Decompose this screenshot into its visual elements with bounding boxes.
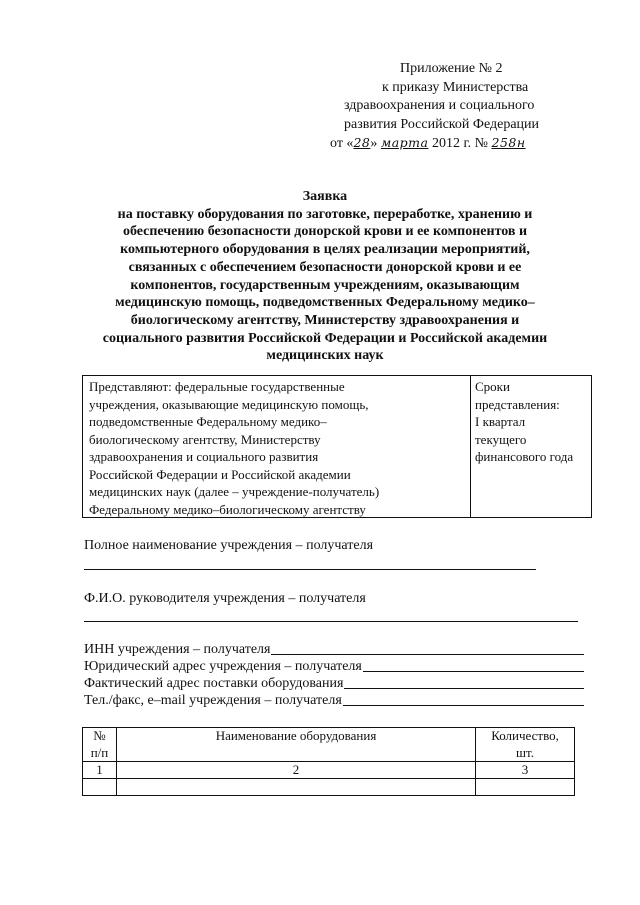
table-cell-number[interactable] [83, 779, 117, 796]
appendix-ministry-line1: здравоохранения и социального [344, 98, 535, 113]
info-line: медицинских наук (далее – учреждение-получатель) [89, 484, 380, 499]
date-year: 2012 г. № [428, 136, 492, 151]
header-number: № п/п [83, 728, 117, 762]
info-box-deadline [471, 376, 591, 517]
director-fill-line[interactable] [84, 621, 578, 622]
appendix-order-ref: к приказу Министерства [382, 79, 529, 95]
date-month: марта [380, 135, 429, 150]
appendix-date-line [330, 134, 610, 154]
info-line: Российской Федерации и Российской академии [89, 466, 351, 482]
col-number-3: 3 [476, 762, 575, 779]
full-name-label: Полное наименование учреждения – получателя [84, 538, 374, 553]
inn-field[interactable] [84, 642, 584, 658]
info-line: Представляют: федеральные государственные [89, 379, 345, 394]
info-box-submitters [83, 376, 471, 517]
appendix-title: Приложение № 2 [400, 61, 503, 76]
deadline-line: финансового года [475, 449, 574, 464]
info-line: подведомственные Федеральному медико– [89, 414, 327, 429]
date-prefix: от « [330, 136, 354, 151]
director-label: Ф.И.О. руководителя учреждения – получателя [84, 591, 366, 606]
col-number-1: 1 [83, 762, 117, 779]
inn-fill-line[interactable] [271, 654, 584, 655]
table-header-row [83, 728, 575, 762]
info-line: Федеральному медико–биологическому агентству [89, 501, 366, 517]
title-line: компьютерного оборудования в целях реализации мероприятий, [120, 242, 530, 258]
title-line: компонентов, государственным учреждениям, оказывающим [130, 277, 520, 293]
document-title [80, 188, 570, 365]
title-line: медицинскую помощь, подведомственных Федеральному медико– [115, 295, 535, 311]
deadline-line: Сроки [475, 379, 510, 394]
equipment-table [82, 727, 575, 796]
info-line: учреждения, оказывающие медицинскую помощь, [89, 396, 369, 412]
table-row [83, 779, 575, 796]
deadline-line: представления: [475, 396, 560, 412]
contacts-field[interactable] [84, 693, 584, 709]
info-line: здравоохранения и социального развития [89, 449, 319, 464]
appendix-block [330, 60, 610, 154]
inn-label: ИНН учреждения – получателя [84, 642, 271, 657]
deadline-line: I квартал [475, 414, 526, 429]
table-column-numbers-row [83, 762, 575, 779]
title-line: биологическому агентству, Министерству здравоохранения и [130, 312, 520, 328]
date-mid: » [370, 136, 381, 151]
table-cell-equipment[interactable] [116, 779, 475, 796]
legal-address-field[interactable] [84, 659, 584, 675]
contacts-label: Тел./факс, e–mail учреждения – получателя [84, 693, 342, 708]
title-line: медицинских наук [266, 348, 384, 364]
deadline-line: текущего [475, 431, 527, 447]
title-line: связанных с обеспечением безопасности донорской крови и ее [128, 259, 522, 275]
actual-address-field[interactable] [84, 676, 584, 692]
full-name-fill-line[interactable] [84, 569, 536, 570]
header-quantity: Количество, шт. [476, 728, 575, 762]
date-day: 28 [353, 135, 371, 150]
info-box [82, 375, 592, 518]
info-line: биологическому агентству, Министерству [89, 431, 321, 447]
title-line: социального развития Российской Федерации и Российской академии [102, 330, 548, 346]
legal-address-label: Юридический адрес учреждения – получателя [84, 659, 362, 674]
actual-address-label: Фактический адрес поставки оборудования [84, 676, 344, 691]
title-line: на поставку оборудования по заготовке, переработке, хранению и [117, 206, 533, 222]
actual-address-fill-line[interactable] [344, 688, 584, 689]
title-heading: Заявка [302, 189, 348, 204]
header-equipment-name: Наименование оборудования [116, 728, 475, 762]
order-number: 258н [491, 135, 526, 150]
legal-address-fill-line[interactable] [363, 671, 584, 672]
col-number-2: 2 [116, 762, 475, 779]
appendix-ministry-line2: развития Российской Федерации [344, 116, 540, 132]
table-cell-quantity[interactable] [476, 779, 575, 796]
title-line: обеспечению безопасности донорской крови и ее компонентов и [122, 224, 528, 240]
contacts-fill-line[interactable] [343, 705, 584, 706]
